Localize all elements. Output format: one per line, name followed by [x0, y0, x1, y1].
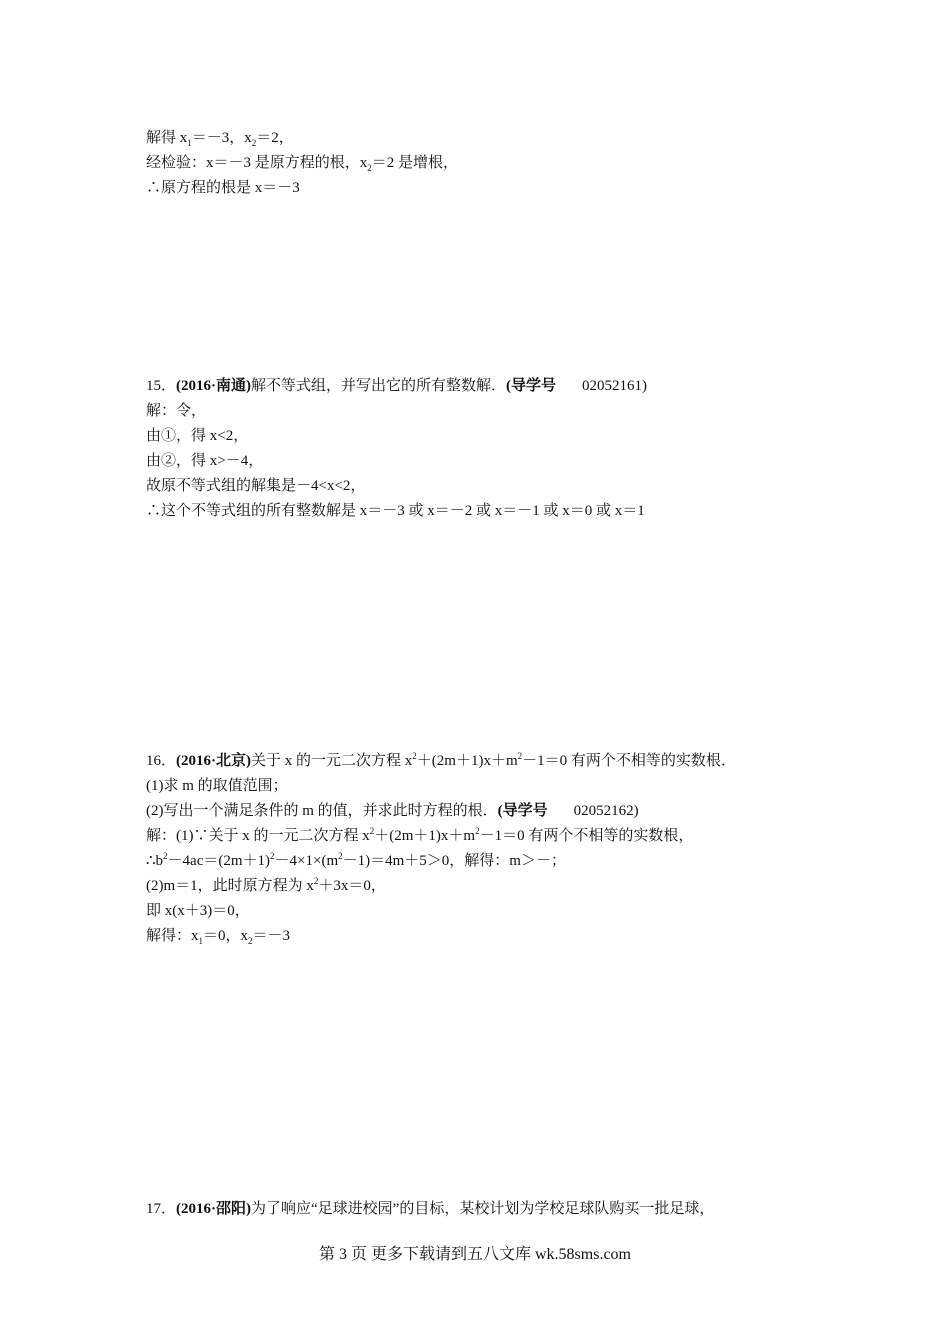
- p16-line-8: 解得：$x_1=0$，$x_2=-3$: [146, 928, 291, 946]
- p15-line-5: 故原不等式组的解集是－4<x<2，: [146, 478, 366, 494]
- p14-line-1: 解得 $x_1=-3$，$x_2=2$，: [146, 130, 294, 148]
- p15-line-6: ∴这个不等式组的所有整数解是 x＝－3 或 x＝－2 或 x＝－1 或 x＝0 或 x＝1: [146, 503, 645, 519]
- p17-question: 17．(2016·邵阳)为了响应“足球进校园”的目标，某校计划为学校足球队购买一批足球，: [146, 1201, 715, 1217]
- p14-line-2: 经检验：x＝－3 是原方程的根，$x_2=2$ 是增根，: [146, 155, 459, 173]
- p16-line-5: $\therefore b^2-4ac=(2m+1)^2-4\times 1\times(m^2-1)=4m+5>0$，解得：m＞－；: [146, 851, 566, 869]
- p16-question: 16．(2016·北京)关于 x 的一元二次方程 $x^2+(2m+1)x+m^2-1=0$ 有两个不相等的实数根．: [146, 751, 736, 769]
- p16-line-3: (2)写出一个满足条件的 m 的值，并求此时方程的根．(导学号 02052162): [146, 803, 639, 819]
- p16-line-6: (2)m＝1，此时原方程为 $x^2+3x=0$，: [146, 876, 386, 894]
- p15-line-3: 由①，得 x<2，: [146, 428, 249, 444]
- p16-line-7: 即 x(x＋3)＝0，: [146, 903, 250, 919]
- p16-line-4: 解：(1)∵关于 x 的一元二次方程 $x^2+(2m+1)x+m^2-1=0$ 有两个不相等的实数根，: [146, 826, 694, 844]
- p15-line-2: 解：令，: [146, 403, 207, 419]
- page-footer: 第 3 页 更多下载请到五八文库 wk.58sms.com: [318, 1246, 631, 1263]
- p14-line-3: ∴原方程的根是 x＝－3: [146, 180, 300, 196]
- p16-line-2: (1)求 m 的取值范围；: [146, 778, 288, 794]
- p15-line-4: 由②，得 x>－4，: [146, 453, 264, 469]
- p15-question: 15．(2016·南通)解不等式组，并写出它的所有整数解．(导学号 02052161): [146, 378, 648, 394]
